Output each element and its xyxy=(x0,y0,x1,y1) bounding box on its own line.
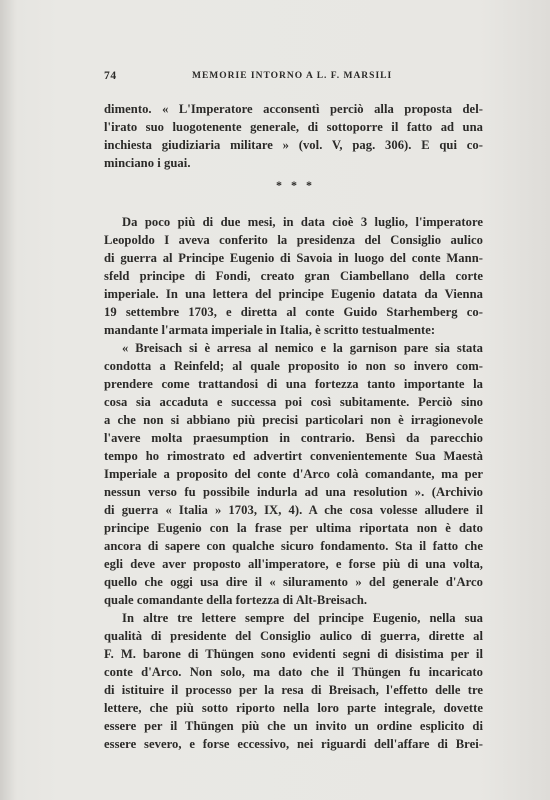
text-line: egli deve aver proposto all'imperatore, e forse più di una volta, xyxy=(104,557,483,571)
text-line: principe Eugenio con la frase per ultima riportata non è dato xyxy=(104,521,483,535)
paragraph-first-line: In altre tre lettere sempre del principe Eugenio, nella sua xyxy=(122,611,483,625)
text-line: inchiesta giudiziaria militare » (vol. V, pag. 306). E qui co- xyxy=(104,138,483,152)
text-line: ancora di sapere con qualche sicuro fondamento. Sta il fatto che xyxy=(104,539,483,553)
text-line: quale comandante della fortezza di Alt-Breisach. xyxy=(104,593,368,607)
text-line: quello che oggi usa dire il « siluramento » del generale d'Arco xyxy=(104,575,483,589)
text-line: essere severo, e forse eccessivo, nei riguardi dell'affare di Brei- xyxy=(104,737,483,751)
text-line: imperiale. In una lettera del principe Eugenio datata da Vienna xyxy=(104,287,483,301)
page-number: 74 xyxy=(104,70,117,82)
page-binding-shadow xyxy=(0,0,14,800)
text-line: l'irato suo luogotenente generale, di sottoporre il fatto ad una xyxy=(104,120,483,134)
text-line: lettere, che più sotto riporto nella loro parte integrale, dovette xyxy=(104,701,483,715)
text-line: di istituire il processo per la resa di Breisach, l'effetto delle tre xyxy=(104,683,483,697)
page-header xyxy=(104,70,484,86)
text-line: tempo ho rimostrato ed advertirt convenientemente Sua Maestà xyxy=(104,449,483,463)
text-line: minciano i guai. xyxy=(104,156,191,170)
text-line: mandante l'armata imperiale in Italia, è scritto testualmente: xyxy=(104,323,436,337)
text-line: nessun verso fu possibile indurla ad una resolution ». (Archivio xyxy=(104,485,483,499)
text-line: essere per il Thüngen più che un invito un ordine esplicito di xyxy=(104,719,483,733)
text-line: cosa sia accaduta e successa poi così subitamente. Perciò sino xyxy=(104,395,483,409)
paragraph-first-line: Da poco più di due mesi, in data cioè 3 luglio, l'imperatore xyxy=(122,215,483,229)
section-separator: * * * xyxy=(276,178,315,192)
text-line: di guerra al Principe Eugenio di Savoia in luogo del conte Mann- xyxy=(104,251,483,265)
text-line: prendere come trattandosi di una fortezza tanto importante la xyxy=(104,377,483,391)
text-line: sfeld principe di Fondi, creato gran Ciambellano della corte xyxy=(104,269,483,283)
text-line: l'avere molta praesumption in contrario. Bensì da parecchio xyxy=(104,431,483,445)
text-line: condotta a Reinfeld; al quale proposito io non so invero com- xyxy=(104,359,483,373)
text-line: 19 settembre 1703, e diretta al conte Guido Starhemberg co- xyxy=(104,305,483,319)
quote-first-line: « Breisach si è arresa al nemico e la garnison pare sia stata xyxy=(122,341,483,355)
text-line: Imperiale a proposito del conte d'Arco colà comandante, ma per xyxy=(104,467,483,481)
text-line: di guerra « Italia » 1703, IX, 4). A che cosa volesse alludere il xyxy=(104,503,483,517)
text-line: qualità di presidente del Consiglio aulico di guerra, dirette al xyxy=(104,629,483,643)
text-line: Leopoldo I aveva conferito la presidenza del Consiglio aulico xyxy=(104,233,483,247)
text-line: a che non si abbiano più precisi particolari non è irragionevole xyxy=(104,413,483,427)
running-title: MEMORIE INTORNO A L. F. MARSILI xyxy=(192,71,393,81)
text-line: dimento. « L'Imperatore acconsentì perciò alla proposta del- xyxy=(104,102,483,116)
text-line: F. M. barone di Thüngen sono evidenti segni di disistima per il xyxy=(104,647,483,661)
text-line: conte d'Arco. Non solo, ma dato che il Thüngen fu incaricato xyxy=(104,665,483,679)
